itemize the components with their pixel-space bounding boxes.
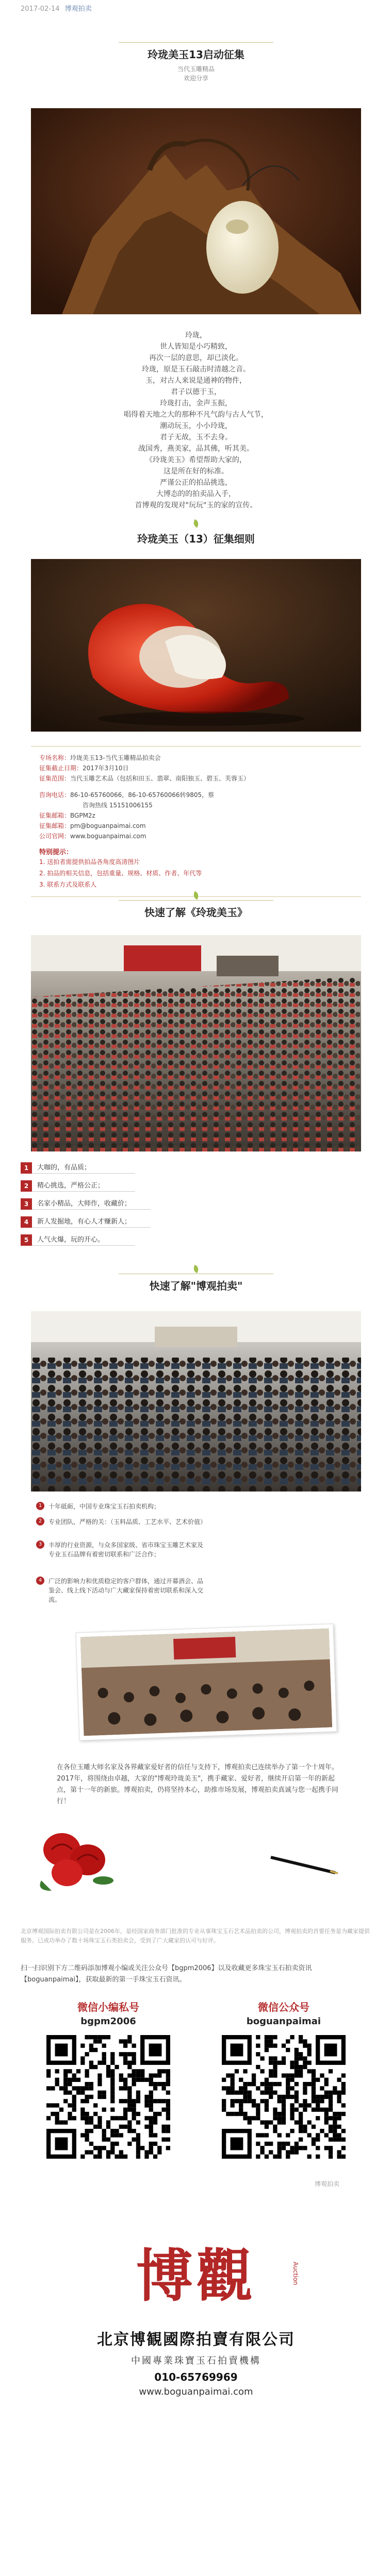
feature-item <box>21 1216 151 1228</box>
bullet-number: 2 <box>36 1517 44 1526</box>
event-photo <box>80 1629 332 1736</box>
section-subtitle: 当代玉雕精品 <box>177 65 215 73</box>
feature-item <box>21 1162 135 1174</box>
audience-photo <box>31 1311 361 1492</box>
bullet-number: 1 <box>36 1502 44 1510</box>
logo-text: 博觀 <box>136 2243 256 2309</box>
info-row: 征集邮箱：BGPM2z <box>39 812 95 819</box>
info-row: 征集范围：当代玉雕艺术品（包括和田玉、翡翠、南阳独玉、碧玉、芙蓉玉） <box>39 775 250 782</box>
company-phone[interactable]: 010-65769969 <box>154 2371 238 2383</box>
poem-line: 君子以德于玉， <box>171 388 221 396</box>
feature-number: 5 <box>21 1234 32 1246</box>
poem-line: 世人皆知是小巧精致， <box>160 343 232 351</box>
section-title: 玲珑美玉（13）征集细则 <box>137 533 255 545</box>
section-heading-3 <box>31 904 361 919</box>
poem-line: 大博态的的拍卖品入手， <box>156 490 236 498</box>
feature-bullet <box>36 1540 206 1559</box>
tip-item: 1. 送拍者需提供拍品各角度高清图片 <box>39 858 140 866</box>
watermark: 博观拍卖 <box>315 2180 340 2188</box>
leaf-icon <box>193 519 199 529</box>
rose-decoration <box>31 1819 119 1896</box>
poem-line: 再次一层的意思，却已淡化。 <box>149 354 243 362</box>
agate-carving-photo <box>31 559 361 732</box>
poem-block <box>31 330 361 511</box>
section-title: 快速了解"博观拍卖" <box>149 1280 243 1292</box>
bullet-text: 丰厚的行业资源，与众多国家级、省市珠宝玉雕艺术家及专业玉石品牌有着密切联系和广泛合作； <box>48 1541 204 1558</box>
collection-info-box <box>31 746 361 897</box>
company-name: 北京博観國際拍賣有限公司 <box>97 2331 295 2349</box>
wechat-personal-block <box>41 1999 175 2027</box>
qr-id: bgpm2006 <box>80 2016 136 2027</box>
poem-line: 玲珑打击，金声玉振， <box>160 399 232 408</box>
info-row: 征集截止日期：2017年3月10日 <box>39 765 129 772</box>
poem-line: 这是所在好的标准。 <box>164 467 228 476</box>
poem-line: 玲珑，原是玉石敲击时清越之音。 <box>142 365 250 374</box>
bullet-text: 十年砥砺，中国专业珠宝玉石拍卖机构； <box>48 1503 160 1510</box>
tips-title: 特别提示： <box>39 849 73 856</box>
section-heading-4 <box>31 1278 361 1293</box>
bullet-number: 3 <box>36 1540 44 1549</box>
bullet-text: 广泛的影响力和优质稳定的客户群体，通过开幕酒会、品鉴会、线上线下活动与广大藏家保持着密切联系和深入交流。 <box>48 1578 204 1603</box>
feature-number: 4 <box>21 1216 32 1228</box>
pen-decoration <box>268 1855 340 1875</box>
brand-footer <box>31 2231 361 2576</box>
section-heading-2 <box>31 531 361 546</box>
company-footnote: 北京博观国际拍卖有限公司是在2006年，是经国家商务部门批准的专业从事珠宝玉石艺术品拍卖的公司，博观拍卖的首要任务是为藏家提供服务。已成功举办了数十场珠宝玉石类拍卖会，受到了广大藏家的认可与好评。 <box>21 1928 370 1944</box>
poem-line: 首博观的发现对"玩玩"玉的家的宣传。 <box>135 501 257 510</box>
poem-line: 玲珑， <box>185 331 207 340</box>
qr-code-official[interactable] <box>222 2035 346 2159</box>
info-spacer <box>39 784 353 790</box>
tip-item: 2. 拍品的相关信息，包括重量、规格、材质、作者、年代等 <box>39 870 202 877</box>
section-title: 快速了解《玲珑美玉》 <box>144 906 248 919</box>
poem-line: 严谨公正的拍品挑选， <box>160 479 232 487</box>
company-slogan: 中國專業珠寶玉石拍賣機構 <box>131 2355 261 2366</box>
poem-line: 《玲珑美玉》希望帮助大家的， <box>145 456 247 464</box>
auction-hall-photo <box>31 935 361 1151</box>
poem-line: 战国秀，燕美家，品其佛，听其美。 <box>138 445 254 453</box>
post-date: 2017-02-14 <box>21 5 60 13</box>
poem-line: 玉，对古人来说是通神的物件， <box>145 377 247 385</box>
website-link[interactable]: www.boguanpaimai.com <box>70 833 146 840</box>
qr-title: 微信公众号 <box>258 2001 309 2013</box>
poem-line: 唱得着天地之大的那种不凡气韵与古人气节， <box>124 411 268 419</box>
poem-line: 君子无故，玉不去身。 <box>160 433 232 442</box>
feature-bullet <box>36 1502 206 1511</box>
section-title: 玲珑美玉13启动征集 <box>148 48 244 61</box>
tip-item: 3. 联系方式及联系人 <box>39 881 97 888</box>
email-link[interactable]: pm@boguanpaimai.com <box>70 822 146 829</box>
info-row: 咨询热线 15151006155 <box>83 802 153 809</box>
feature-item <box>21 1234 135 1246</box>
event-photo-frame <box>75 1623 337 1740</box>
feature-text: 新人发掘地，有心人才赚新人； <box>32 1216 151 1228</box>
feature-text: 精心挑选，严格公正； <box>32 1180 135 1192</box>
wechat-official-block <box>217 1999 351 2027</box>
hero-jade-photo <box>31 108 361 314</box>
feature-number: 2 <box>21 1180 32 1192</box>
logo-sub: Auction <box>292 2262 299 2285</box>
info-row: 征集邮箱：pm@boguanpaimai.com <box>39 822 146 829</box>
company-website[interactable]: www.boguanpaimai.com <box>139 2386 253 2397</box>
intro-paragraph: 在各位玉雕大师名家及各界藏家爱好者的信任与支持下，博观拍卖已连续举办了第一个十周年。2017年，将围绕由卓越，大家的"博观玲珑美玉"，携手藏家、爱好者，继续开启第一年的新起点，第十一年的新旅。博观拍卖，仍将坚持本心，助推市场发展，博观拍卖真诚与您一起携手同行！ <box>57 1764 339 1805</box>
feature-text: 大咖的，有品质； <box>32 1162 135 1174</box>
account-link[interactable]: 博观拍卖 <box>64 5 92 13</box>
feature-number: 1 <box>21 1162 32 1174</box>
section-heading-1 <box>31 46 361 83</box>
qr-code-personal[interactable] <box>46 2035 170 2159</box>
feature-text: 人气火爆，玩的开心。 <box>32 1234 135 1246</box>
poem-line: 潮动玩玉，小小玲珑， <box>160 422 232 430</box>
feature-text: 名家小精品，大师作，收藏价； <box>32 1198 151 1210</box>
brand-logo <box>31 2231 361 2324</box>
subscribe-instructions: 扫一扫识别下方二维码添加博观小编或关注公众号【bgpm2006】以及收藏更多珠宝玉石拍卖资讯【boguanpaimai】，获取最新的第一手珠宝玉石资讯。 <box>21 1964 312 1984</box>
qr-title: 微信小编私号 <box>77 2001 139 2013</box>
info-row: 专场名称：玲珑美玉13-当代玉雕精品拍卖会 <box>39 754 161 761</box>
bullet-number: 4 <box>36 1577 44 1585</box>
feature-bullet <box>36 1577 206 1604</box>
info-row: 公司官网：www.boguanpaimai.com <box>39 833 146 840</box>
info-row: 咨询电话：86-10-65760066，86-10-65760066转9805，蔡 <box>39 791 215 799</box>
section-subtitle-2: 欢迎分享 <box>183 75 208 82</box>
bullet-text: 专业团队，严格的关：（玉料品质、工艺水平、艺术价值） <box>48 1518 207 1526</box>
qr-id: boguanpaimai <box>246 2016 321 2027</box>
feature-bullet <box>36 1517 206 1527</box>
divider-line <box>119 900 273 901</box>
feature-item <box>21 1198 151 1210</box>
divider-line <box>119 42 273 43</box>
feature-item <box>21 1180 135 1192</box>
post-meta <box>21 3 92 13</box>
feature-number: 3 <box>21 1198 32 1210</box>
